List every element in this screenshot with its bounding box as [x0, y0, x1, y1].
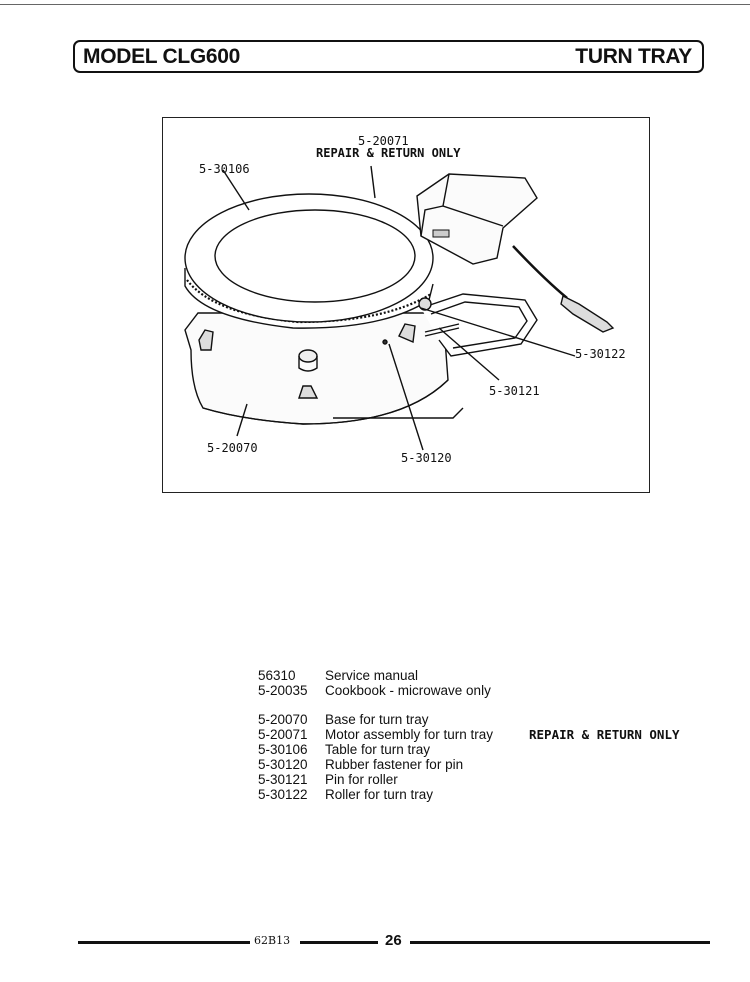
footer-rule-left [78, 941, 250, 944]
callout-motor-note: REPAIR & RETURN ONLY [316, 146, 461, 160]
part-description: Cookbook - microwave only [325, 683, 491, 698]
part-description: Roller for turn tray [325, 787, 434, 802]
top-rule [0, 4, 750, 5]
part-description: Motor assembly for turn tray [325, 727, 494, 742]
part-description: Table for turn tray [325, 742, 431, 757]
part-number: 5-20035 [258, 683, 308, 698]
part-number: 5-30122 [258, 787, 308, 802]
part-number: 5-30106 [258, 742, 308, 757]
page-footer [78, 933, 710, 949]
callout-base: 5-20070 [207, 441, 258, 455]
page-number: 26 [385, 932, 402, 949]
part-number: 5-30121 [258, 772, 308, 787]
part-number: 56310 [258, 668, 296, 683]
model-title: MODEL CLG600 [83, 45, 241, 68]
turn-tray-diagram [162, 117, 650, 493]
callout-table: 5-30106 [199, 162, 250, 176]
part-description: Rubber fastener for pin [325, 757, 464, 772]
footer-rule-right [410, 941, 710, 944]
part-description: Base for turn tray [325, 712, 429, 727]
callout-motor-number: 5-20071 [358, 134, 409, 148]
turntable-top [185, 194, 433, 322]
callout-roller: 5-30122 [575, 347, 626, 361]
callout-fastener: 5-30120 [401, 451, 452, 465]
motor-box [417, 174, 537, 264]
part-description: Pin for roller [325, 772, 398, 787]
part-description: Service manual [325, 668, 419, 683]
part-number: 5-20071 [258, 727, 308, 742]
part-number: 5-20070 [258, 712, 308, 727]
part-note: REPAIR & RETURN ONLY [529, 727, 680, 742]
footer-code: 62B13 [254, 934, 291, 947]
section-title: TURN TRAY [575, 45, 692, 68]
part-number: 5-30120 [258, 757, 308, 772]
page-header [73, 40, 704, 73]
footer-rule-middle [300, 941, 378, 944]
callout-pin: 5-30121 [489, 384, 540, 398]
